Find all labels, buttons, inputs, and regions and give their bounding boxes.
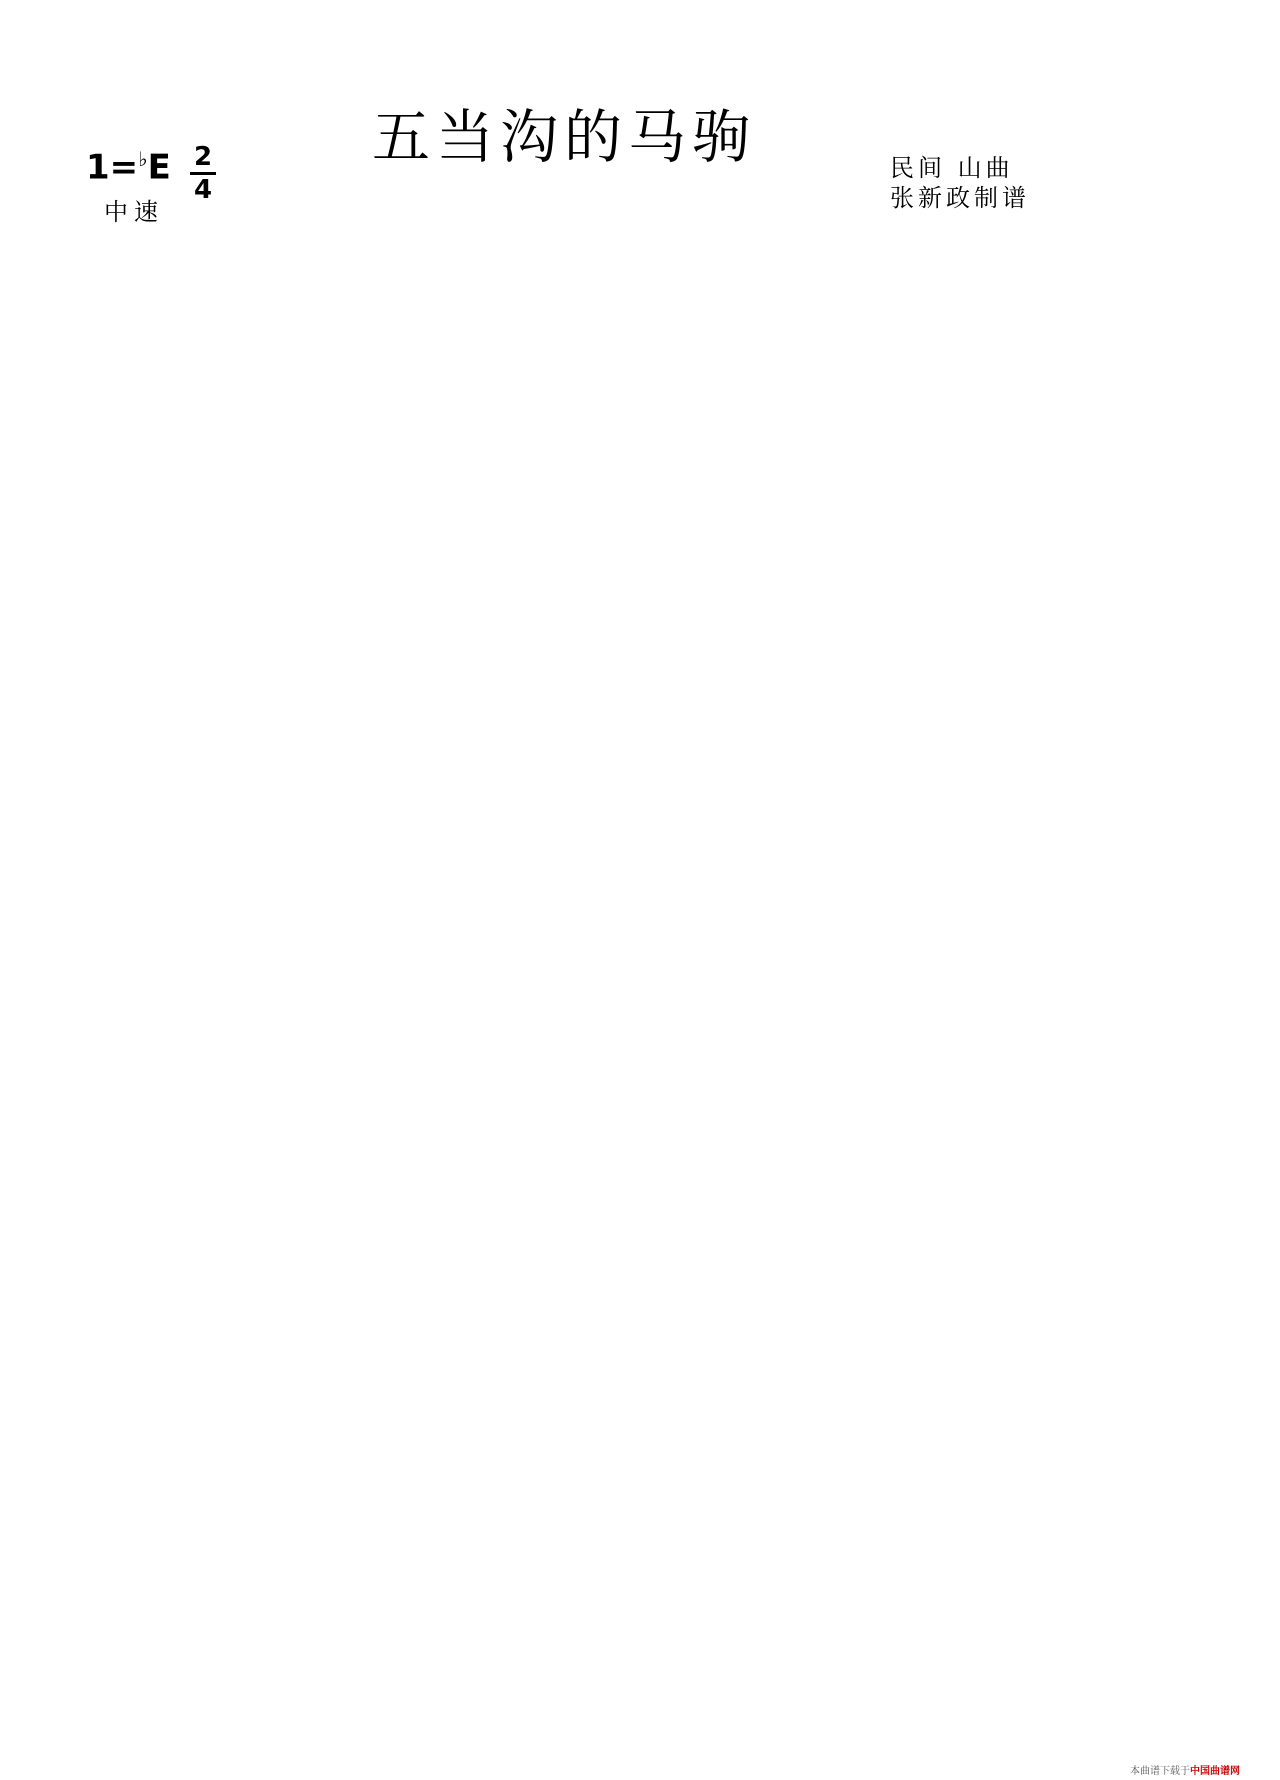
time-signature-bottom: 4 bbox=[193, 175, 213, 205]
genre-credit: 民间 山曲 bbox=[890, 154, 1014, 182]
key-prefix: 1= bbox=[86, 147, 139, 188]
footer-text: 本曲谱下载于 bbox=[1130, 1766, 1190, 1777]
arranger-credit: 张新政制谱 bbox=[890, 184, 1030, 212]
time-signature-top: 2 bbox=[193, 142, 213, 172]
key-note: E bbox=[147, 147, 171, 188]
tempo-marking: 中速 bbox=[104, 198, 164, 226]
flat-sign: ♭ bbox=[138, 147, 148, 171]
footer-source bbox=[1130, 1762, 1240, 1777]
song-title: 五当沟的马驹 bbox=[372, 103, 757, 171]
footer-brand: 中国曲谱网 bbox=[1190, 1766, 1240, 1777]
